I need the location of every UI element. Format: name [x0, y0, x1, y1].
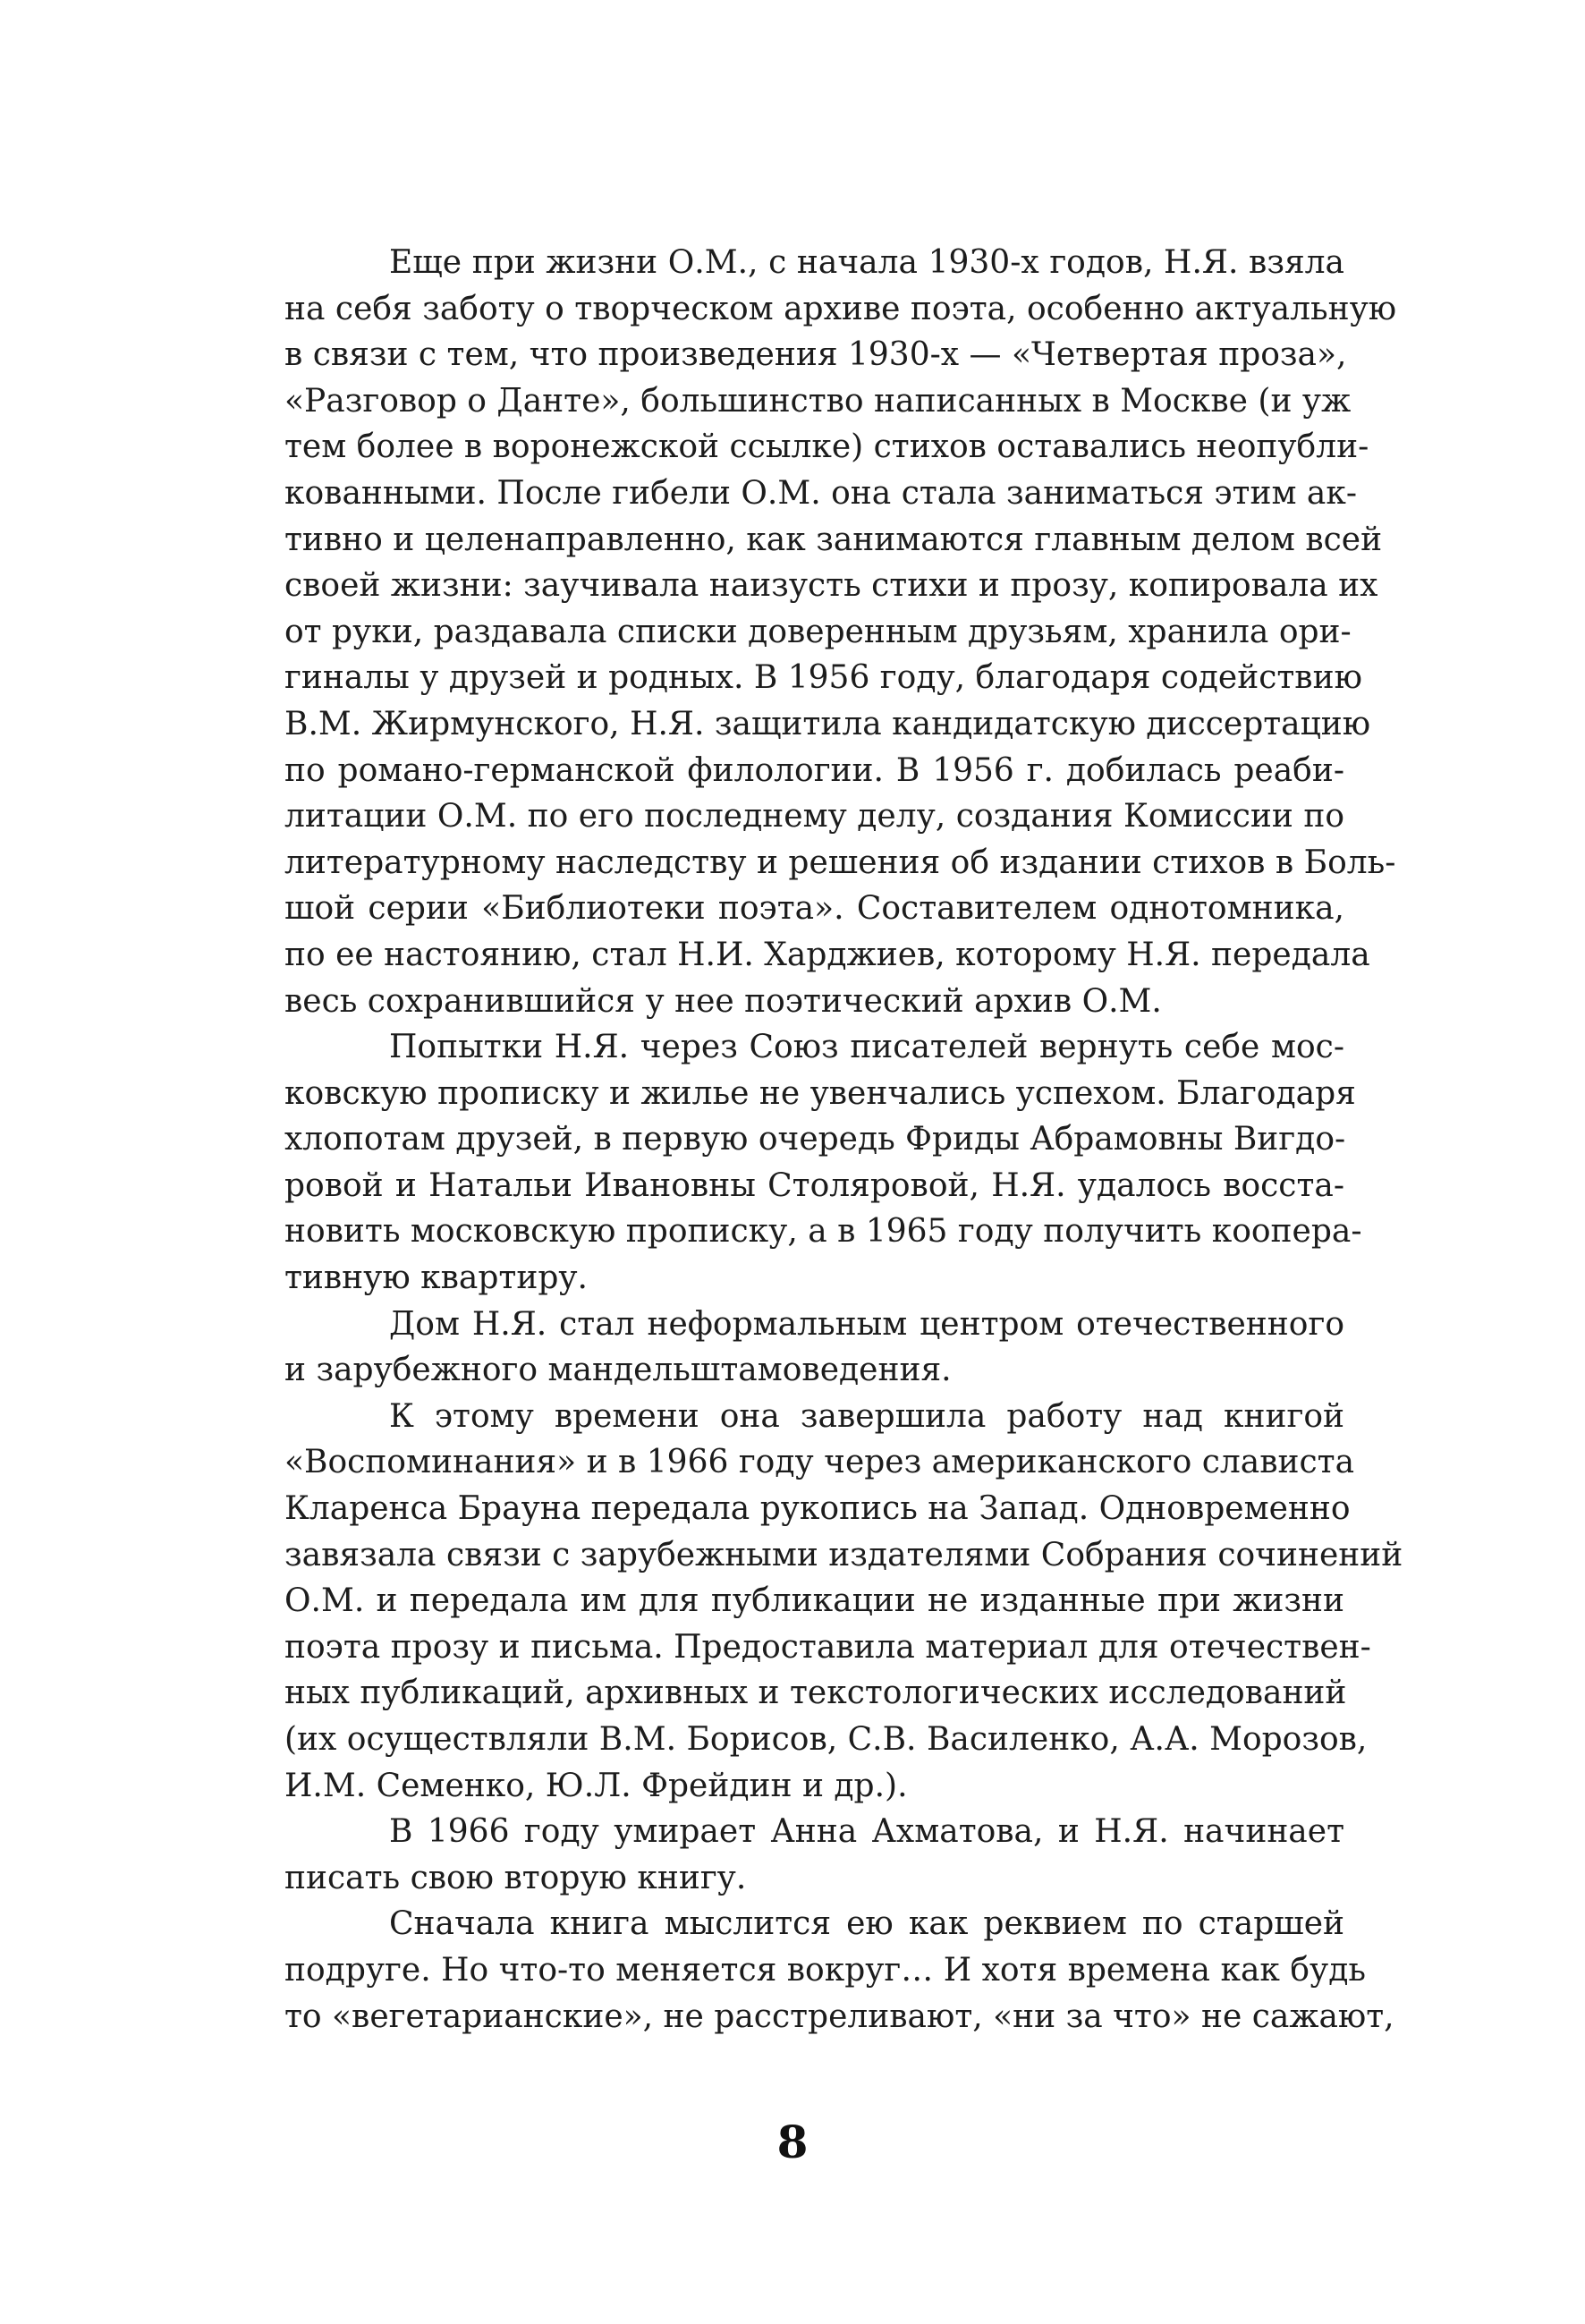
text-line: Попытки Н.Я. через Союз писателей вернуть себе мос-: [389, 1029, 1344, 1066]
text-line: Сначала книга мыслится ею как реквием по старшей: [389, 1905, 1344, 1943]
text-line: И.М. Семенко, Ю.Л. Фрейдин и др.).: [284, 1767, 908, 1804]
text-line: новить московскую прописку, а в 1965 году получить коопера-: [284, 1213, 1362, 1251]
text-line: В.М. Жирмунского, Н.Я. защитила кандидатскую диссертацию: [284, 705, 1371, 742]
text-line: Дом Н.Я. стал неформальным центром отечественного: [389, 1305, 1344, 1343]
page-number: 8: [776, 2116, 809, 2168]
text-line: Кларенса Брауна передала рукопись на Запад. Одновременно: [284, 1490, 1351, 1528]
text-line: В 1966 году умирает Анна Ахматова, и Н.Я. начинает: [389, 1813, 1344, 1851]
text-line: литературному наследству и решения об издании стихов в Боль-: [284, 844, 1396, 881]
text-line: Еще при жизни О.М., с начала 1930-х годов, Н.Я. взяла: [389, 244, 1344, 281]
text-line: завязала связи с зарубежными издателями Собрания сочинений: [284, 1536, 1403, 1573]
text-line: литации О.М. по его последнему делу, создания Комиссии по: [284, 798, 1344, 835]
text-line: кованными. После гибели О.М. она стала заниматься этим ак-: [284, 474, 1358, 512]
text-line: хлопотам друзей, в первую очередь Фриды Абрамовны Вигдо-: [284, 1121, 1346, 1158]
text-line: «Воспоминания» и в 1966 году через американского слависта: [284, 1444, 1355, 1481]
text-line: по романо-германской филологии. В 1956 г. добилась реаби-: [284, 751, 1344, 789]
text-line: ковскую прописку и жилье не увенчались успехом. Благодаря: [284, 1074, 1356, 1112]
text-line: то «вегетарианские», не расстреливают, «ни за что» не сажают,: [284, 1997, 1394, 2035]
text-line: ных публикаций, архивных и текстологических исследований: [284, 1675, 1347, 1712]
text-line: на себя заботу о творческом архиве поэта, особенно актуальную: [284, 290, 1397, 327]
text-line: «Разговор о Данте», большинство написанных в Москве (и уж: [284, 382, 1352, 420]
text-line: шой серии «Библиотеки поэта». Составителем однотомника,: [284, 890, 1344, 928]
text-line: гиналы у друзей и родных. В 1956 году, благодаря содействию: [284, 659, 1362, 697]
text-line: весь сохранившийся у нее поэтический архив О.М.: [284, 982, 1162, 1020]
text-line: по ее настоянию, стал Н.И. Харджиев, которому Н.Я. передала: [284, 936, 1370, 973]
text-line: в связи с тем, что произведения 1930-х — «Четвертая проза»,: [284, 336, 1347, 374]
text-line: (их осуществляли В.М. Борисов, С.В. Василенко, А.А. Морозов,: [284, 1721, 1368, 1758]
text-line: писать свою вторую книгу.: [284, 1859, 747, 1896]
text-line: своей жизни: заучивала наизусть стихи и прозу, копировала их: [284, 567, 1378, 605]
text-line: ровой и Натальи Ивановны Столяровой, Н.Я. удалось восста-: [284, 1166, 1344, 1204]
text-line: от руки, раздавала списки доверенным друзьям, хранила ори-: [284, 613, 1352, 650]
text-line: О.М. и передала им для публикации не изданные при жизни: [284, 1582, 1344, 1620]
text-line: К этому времени она завершила работу над книгой: [389, 1397, 1344, 1435]
text-line: поэта прозу и письма. Предоставила материал для отечествен-: [284, 1628, 1371, 1666]
text-line: подруге. Но что-то меняется вокруг… И хотя времена как будь: [284, 1951, 1366, 1989]
text-line: тивно и целенаправленно, как занимаются главным делом всей: [284, 521, 1383, 558]
text-line: тем более в воронежской ссылке) стихов оставались неопубли-: [284, 428, 1369, 466]
body-text: [284, 240, 1403, 2040]
text-line: тивную квартиру.: [284, 1260, 588, 1297]
text-line: и зарубежного мандельштамоведения.: [284, 1352, 952, 1389]
